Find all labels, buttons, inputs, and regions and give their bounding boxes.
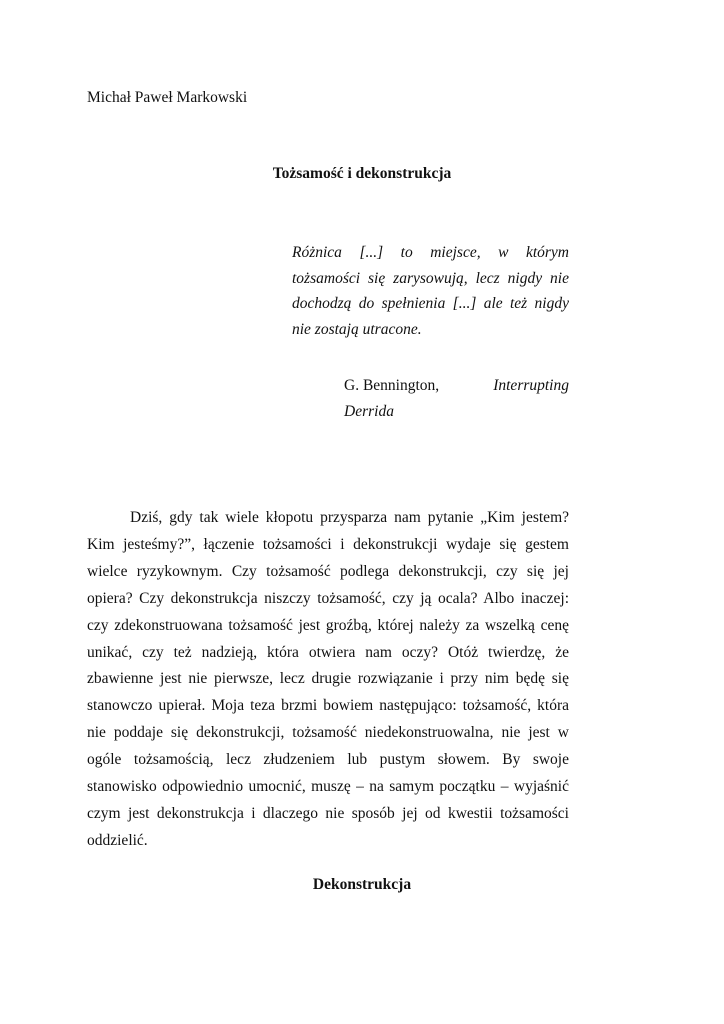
epigraph-quote: Różnica [...] to miejsce, w którym tożsamości się zarysowują, lecz nigdy nie dochodzą do spełnienia [...] ale też nigdy nie zostają utracone. [292, 244, 569, 338]
epigraph-source-title-continued: Derrida [344, 402, 394, 420]
epigraph-source-title: Interrupting [493, 377, 569, 394]
body-paragraph: Dziś, gdy tak wiele kłopotu przysparza nam pytanie „Kim jestem? Kim jesteśmy?”, łączenie tożsamości i dekonstrukcji wydaje się gestem wielce ryzykownym. Czy tożsamość podlega dekonstrukcji, czy się jej opiera? Czy dekonstrukcja niszczy tożsamość, czy ją ocala? Albo inaczej: czy zdekonstruowana tożsamość jest groźbą, której należy za wszelką cenę unikać, czy też nadzieją, która otwiera nam oczy? Otóż twierdzę, że zbawienne jest nie pierwsze, lecz drugie rozwiązanie i przy nim będę się stanowczo upierał. Moja teza brzmi bowiem następująco: tożsamość, która nie poddaje się dekonstrukcji, tożsamość niedekonstruowalna, nie jest w ogóle tożsamością, lecz złudzeniem lub pustym słowem. By swoje stanowisko odpowiednio umocnić, muszę – na samym początku – wyjaśnić czym jest dekonstrukcja i dlaczego nie sposób jej od kwestii tożsamości oddzielić. [87, 509, 569, 849]
epigraph-source-author: G. Bennington, [344, 377, 440, 394]
document-title: Tożsamość i dekonstrukcja [272, 165, 452, 182]
author-name: Michał Paweł Markowski [87, 89, 248, 106]
epigraph-source [344, 373, 569, 424]
section-heading: Dekonstrukcja [312, 876, 412, 893]
